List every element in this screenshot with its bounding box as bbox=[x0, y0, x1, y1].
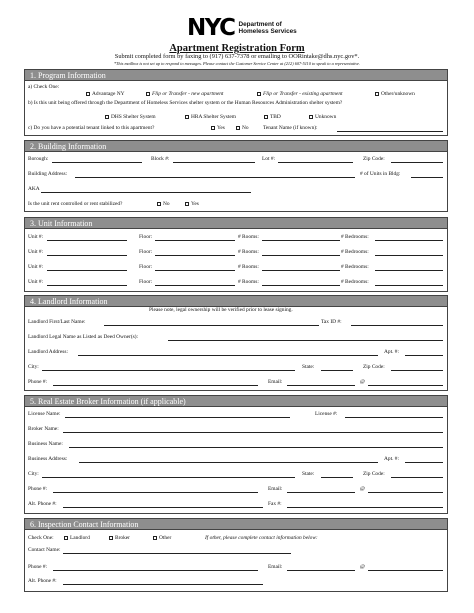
option-tbd[interactable]: TBD bbox=[264, 114, 281, 121]
rooms-field[interactable] bbox=[262, 285, 340, 286]
section-unit-information bbox=[24, 217, 448, 292]
block-label: Block #: bbox=[151, 156, 170, 162]
option-other-unknown[interactable]: Other/unknown bbox=[375, 91, 415, 98]
lot-label: Lot #: bbox=[262, 156, 276, 162]
license-number-label: License #: bbox=[315, 411, 338, 417]
rooms-label: # Rooms: bbox=[238, 264, 259, 270]
section-inspection-contact bbox=[24, 518, 448, 592]
floor-field[interactable] bbox=[155, 255, 235, 256]
unit-field[interactable] bbox=[47, 240, 127, 241]
legal-name-field[interactable] bbox=[168, 340, 443, 341]
city-label: City: bbox=[28, 471, 39, 477]
submit-instructions: Submit completed form by faxing to (917) 637-7378 or emailing to OORintake@dhs.nyc.gov*. bbox=[114, 53, 360, 60]
section-broker-information bbox=[24, 395, 448, 514]
apt-label: Apt. #: bbox=[384, 456, 399, 462]
bedrooms-label: # Bedrooms: bbox=[341, 234, 369, 240]
mailbox-note: *This mailbox is not set up to respond to messages. Please contact the Customer Service Center at (212) 607-5110 to speak to a representative. bbox=[113, 61, 361, 66]
license-number-field[interactable] bbox=[345, 417, 443, 418]
rooms-field[interactable] bbox=[262, 240, 340, 241]
checkbox[interactable] bbox=[109, 536, 113, 540]
tenant-question: c) Do you have a potential tenant linked to this apartment? bbox=[28, 125, 155, 131]
zip-field[interactable] bbox=[391, 162, 443, 163]
business-address-field[interactable] bbox=[79, 462, 378, 463]
at-sign: @ bbox=[360, 379, 365, 385]
state-field[interactable] bbox=[321, 370, 353, 371]
business-name-label: Business Name: bbox=[28, 441, 63, 447]
city-field[interactable] bbox=[42, 477, 295, 478]
email-label: Email: bbox=[268, 379, 283, 385]
checkbox[interactable] bbox=[105, 115, 109, 119]
landlord-name-field[interactable] bbox=[104, 325, 319, 326]
unit-field[interactable] bbox=[47, 285, 127, 286]
at-sign: @ bbox=[360, 564, 365, 570]
broker-name-label: Broker Name: bbox=[28, 426, 59, 432]
zip-field[interactable] bbox=[391, 370, 443, 371]
apt-field[interactable] bbox=[405, 355, 443, 356]
ownership-note: Please note, legal ownership will be verified prior to lease signing. bbox=[149, 307, 293, 313]
phone-field[interactable] bbox=[53, 570, 258, 571]
email-domain-field[interactable] bbox=[368, 385, 443, 386]
checkbox[interactable] bbox=[236, 126, 240, 130]
borough-label: Borough: bbox=[28, 156, 49, 162]
landlord-name-label: Landlord First/Last Name: bbox=[28, 319, 86, 325]
tenant-name-field[interactable] bbox=[337, 131, 443, 132]
checkbox[interactable] bbox=[153, 536, 157, 540]
broker-name-field[interactable] bbox=[63, 432, 443, 433]
checkbox[interactable] bbox=[64, 536, 68, 540]
borough-field[interactable] bbox=[52, 162, 142, 163]
section-header: 3. Unit Information bbox=[25, 218, 447, 229]
checkbox[interactable] bbox=[211, 126, 215, 130]
logo-dept-line2: Homeless Services bbox=[238, 28, 297, 35]
form-title: Apartment Registration Form bbox=[169, 43, 305, 54]
section-header: 6. Inspection Contact Information bbox=[25, 519, 447, 530]
section-header: 1. Program Information bbox=[25, 70, 447, 81]
section-header: 5. Real Estate Broker Information (if applicable) bbox=[25, 396, 447, 407]
lot-field[interactable] bbox=[278, 162, 353, 163]
alt-phone-label: Alt. Phone #: bbox=[28, 578, 57, 584]
tax-id-field[interactable] bbox=[351, 325, 443, 326]
floor-field[interactable] bbox=[155, 240, 235, 241]
license-name-field[interactable] bbox=[65, 417, 290, 418]
building-address-label: Building Address: bbox=[28, 171, 68, 177]
state-label: State: bbox=[302, 471, 315, 477]
logo-dept-line1: Department of bbox=[238, 20, 282, 28]
floor-label: Floor: bbox=[139, 249, 153, 255]
option-no[interactable]: No bbox=[236, 125, 249, 132]
option-yes[interactable]: Yes bbox=[211, 125, 225, 132]
checkbox[interactable] bbox=[146, 92, 150, 96]
floor-label: Floor: bbox=[139, 234, 153, 240]
checkbox[interactable] bbox=[264, 115, 268, 119]
floor-label: Floor: bbox=[139, 279, 153, 285]
bedrooms-field[interactable] bbox=[375, 285, 443, 286]
option-rent-no[interactable]: No bbox=[157, 201, 170, 208]
bedrooms-field[interactable] bbox=[375, 240, 443, 241]
floor-label: Floor: bbox=[139, 264, 153, 270]
tenant-name-label: Tenant Name (if known): bbox=[263, 125, 318, 131]
section-program-information bbox=[24, 69, 448, 136]
rooms-field[interactable] bbox=[262, 270, 340, 271]
zip-field[interactable] bbox=[391, 477, 443, 478]
option-other[interactable]: Other bbox=[153, 535, 171, 542]
other-contact-note: If other, please complete contact information below: bbox=[205, 535, 318, 541]
option-unknown[interactable]: Unknown bbox=[309, 114, 336, 121]
option-dhs[interactable]: DHS Shelter System bbox=[105, 114, 156, 121]
units-field[interactable] bbox=[411, 177, 443, 178]
checkbox[interactable] bbox=[157, 202, 161, 206]
business-name-field[interactable] bbox=[69, 447, 443, 448]
rent-stabilized-question: Is the unit rent controlled or rent stabilized? bbox=[28, 201, 123, 207]
unit-field[interactable] bbox=[47, 255, 127, 256]
bedrooms-label: # Bedrooms: bbox=[341, 264, 369, 270]
option-advantage-ny[interactable]: Advantage NY bbox=[86, 91, 124, 98]
shelter-system-question: b) Is this unit being offered through the Department of Homeless Services shelter system or the Human Resources Administration shelter system? bbox=[28, 100, 343, 106]
checkbox[interactable] bbox=[309, 115, 313, 119]
phone-label: Phone #: bbox=[28, 564, 48, 570]
email-user-field[interactable] bbox=[287, 385, 355, 386]
bedrooms-field[interactable] bbox=[375, 255, 443, 256]
zip-label: Zip Code: bbox=[363, 156, 385, 162]
checkbox[interactable] bbox=[185, 115, 189, 119]
phone-field[interactable] bbox=[53, 492, 258, 493]
option-flip-new[interactable]: Flip or Transfer - new apartment bbox=[146, 91, 223, 98]
alt-phone-field[interactable] bbox=[63, 584, 263, 585]
email-label: Email: bbox=[268, 486, 283, 492]
checkbox[interactable] bbox=[375, 92, 379, 96]
rooms-label: # Rooms: bbox=[238, 279, 259, 285]
option-hra[interactable]: HRA Shelter System bbox=[185, 114, 236, 121]
unit-label: Unit #: bbox=[28, 234, 44, 240]
floor-field[interactable] bbox=[155, 270, 235, 271]
nyc-logo bbox=[187, 14, 297, 42]
section-header: 4. Landlord Information bbox=[25, 296, 447, 307]
bedrooms-label: # Bedrooms: bbox=[341, 249, 369, 255]
aka-field[interactable] bbox=[41, 192, 251, 193]
alt-phone-label: Alt. Phone #: bbox=[28, 501, 57, 507]
email-domain-field[interactable] bbox=[368, 570, 443, 571]
state-label: State: bbox=[302, 364, 315, 370]
legal-name-label: Landlord Legal Name as Listed as Deed Owner(s): bbox=[28, 334, 139, 340]
option-flip-existing[interactable]: Flip or Transfer - existing apartment bbox=[257, 91, 343, 98]
phone-label: Phone #: bbox=[28, 486, 48, 492]
building-address-field[interactable] bbox=[75, 177, 355, 178]
bedrooms-label: # Bedrooms: bbox=[341, 279, 369, 285]
unit-label: Unit #: bbox=[28, 279, 44, 285]
fax-label: Fax #: bbox=[268, 501, 282, 507]
tax-id-label: Tax ID #: bbox=[321, 319, 342, 325]
email-user-field[interactable] bbox=[287, 492, 355, 493]
floor-field[interactable] bbox=[155, 285, 235, 286]
checkbox[interactable] bbox=[257, 92, 261, 96]
check-one-label: a) Check One: bbox=[28, 84, 60, 90]
section-header: 2. Building Information bbox=[25, 141, 447, 152]
logo-nyc-text: NYC bbox=[187, 15, 235, 41]
state-field[interactable] bbox=[321, 477, 353, 478]
section-building-information bbox=[24, 140, 448, 212]
checkbox[interactable] bbox=[185, 202, 189, 206]
contact-name-field[interactable] bbox=[63, 553, 291, 554]
rooms-label: # Rooms: bbox=[238, 234, 259, 240]
email-label: Email: bbox=[268, 564, 283, 570]
rooms-label: # Rooms: bbox=[238, 249, 259, 255]
form-header bbox=[0, 0, 474, 66]
contact-name-label: Contact Name: bbox=[28, 547, 61, 553]
fax-field[interactable] bbox=[287, 507, 443, 508]
phone-field[interactable] bbox=[53, 385, 258, 386]
units-label: # of Units in Bldg: bbox=[360, 171, 401, 177]
section-landlord-information bbox=[24, 295, 448, 391]
unit-label: Unit #: bbox=[28, 264, 44, 270]
rooms-field[interactable] bbox=[262, 255, 340, 256]
aka-label: AKA bbox=[28, 186, 40, 192]
zip-label: Zip Code: bbox=[363, 471, 385, 477]
zip-label: Zip Code: bbox=[363, 364, 385, 370]
option-landlord[interactable]: Landlord bbox=[64, 535, 90, 542]
apt-field[interactable] bbox=[405, 462, 443, 463]
alt-phone-field[interactable] bbox=[63, 507, 263, 508]
unit-label: Unit #: bbox=[28, 249, 44, 255]
apt-label: Apt. #: bbox=[384, 349, 399, 355]
landlord-address-field[interactable] bbox=[78, 355, 378, 356]
city-field[interactable] bbox=[42, 370, 295, 371]
unit-field[interactable] bbox=[47, 270, 127, 271]
option-rent-yes[interactable]: Yes bbox=[185, 201, 199, 208]
phone-label: Phone #: bbox=[28, 379, 48, 385]
bedrooms-field[interactable] bbox=[375, 270, 443, 271]
business-address-label: Business Address: bbox=[28, 456, 68, 462]
at-sign: @ bbox=[360, 486, 365, 492]
email-user-field[interactable] bbox=[287, 570, 355, 571]
block-field[interactable] bbox=[173, 162, 255, 163]
logo-department-text bbox=[238, 21, 296, 36]
option-broker[interactable]: Broker bbox=[109, 535, 130, 542]
license-name-label: License Name: bbox=[28, 411, 61, 417]
email-domain-field[interactable] bbox=[368, 492, 443, 493]
checkbox[interactable] bbox=[86, 92, 90, 96]
city-label: City: bbox=[28, 364, 39, 370]
landlord-address-label: Landlord Address: bbox=[28, 349, 68, 355]
check-one-label: Check One: bbox=[28, 535, 54, 541]
